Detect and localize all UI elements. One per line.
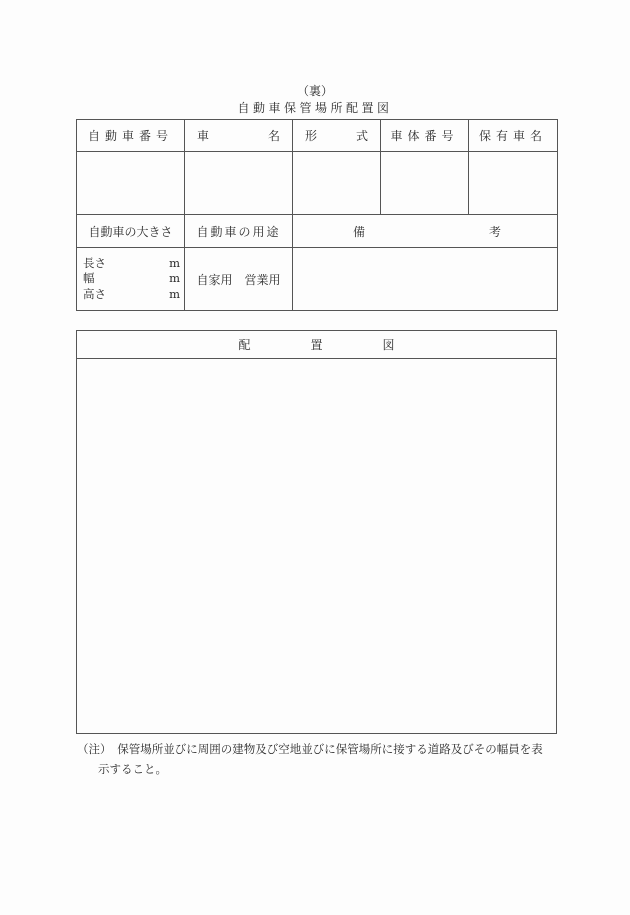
length-field[interactable] <box>83 256 180 272</box>
chassis-number-field[interactable] <box>381 152 469 215</box>
height-label: 高さ <box>83 286 106 301</box>
layout-diagram-title <box>77 331 556 359</box>
length-unit: m <box>169 255 180 270</box>
header-vehicle-number: 自動車番号 <box>77 120 185 152</box>
layout-title-char-1: 配 <box>238 338 251 352</box>
header-vehicle-name-left: 車 <box>197 129 210 143</box>
header-model-left: 形 <box>305 129 318 143</box>
header-chassis-number: 車体番号 <box>381 120 469 152</box>
model-field[interactable] <box>293 152 381 215</box>
footnote-line-1: （注） 保管場所並びに周囲の建物及び空地並びに保管場所に接する道路及びその幅員を表 <box>77 742 543 756</box>
height-field[interactable] <box>83 287 180 303</box>
second-header-row <box>77 215 558 248</box>
layout-title-char-2: 置 <box>310 338 323 352</box>
layout-title-char-3: 図 <box>382 338 395 352</box>
entry-row <box>77 152 558 215</box>
vehicle-name-field[interactable] <box>185 152 293 215</box>
header-vehicle-name-right: 名 <box>267 129 280 143</box>
page-side-label: （裏） <box>296 84 333 98</box>
vehicle-number-field[interactable] <box>77 152 185 215</box>
height-unit: m <box>169 286 180 301</box>
header-vehicle-size: 自動車の大きさ <box>77 215 185 248</box>
footnote-line-2: 示すること。 <box>98 762 167 776</box>
detail-row <box>77 248 558 311</box>
header-row <box>77 120 558 152</box>
header-vehicle-name <box>185 120 293 152</box>
header-model <box>293 120 381 152</box>
header-remarks-left: 備 <box>353 224 366 239</box>
footnote <box>77 739 567 779</box>
vehicle-size-cell <box>77 248 185 311</box>
vehicle-info-table <box>76 119 558 311</box>
header-remarks-right: 考 <box>488 224 501 239</box>
header-owner-name: 保有車名 <box>469 120 558 152</box>
length-label: 長さ <box>83 255 106 270</box>
layout-diagram-box <box>76 330 557 734</box>
usage-options[interactable]: 自家用 営業用 <box>185 248 293 311</box>
width-unit: m <box>169 271 180 286</box>
owner-name-field[interactable] <box>469 152 558 215</box>
width-label: 幅 <box>83 271 95 286</box>
width-field[interactable] <box>83 271 180 287</box>
header-remarks <box>293 215 558 248</box>
layout-drawing-area[interactable] <box>77 359 556 733</box>
page-title: 自動車保管場所配置図 <box>237 101 393 115</box>
header-model-right: 式 <box>355 129 368 143</box>
header-vehicle-usage: 自動車の用途 <box>185 215 293 248</box>
remarks-field[interactable] <box>293 248 558 311</box>
